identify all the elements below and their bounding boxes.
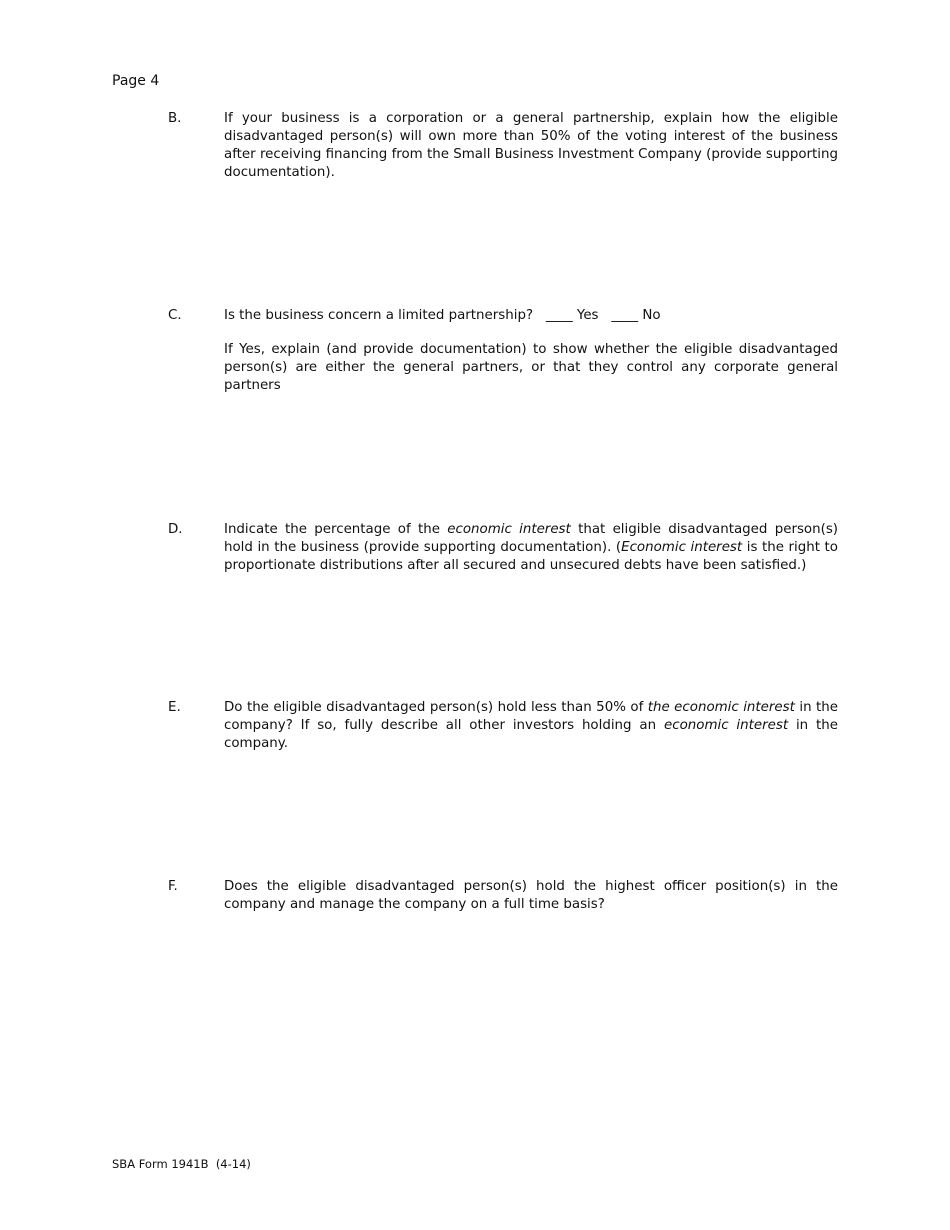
yes-label: Yes xyxy=(576,308,599,323)
question-b-text: If your business is a corporation or a general partnership, explain how the eligible disadvantaged person(s) will own more than 50% of the voting interest of the business after receiving financing from the Small Business Investment Company (provide supporting documentation). xyxy=(224,111,838,180)
question-e-letter: E. xyxy=(168,700,181,715)
question-d-letter: D. xyxy=(168,522,183,537)
question-c-followup: If Yes, explain (and provide documentation) to show whether the eligible disadvantaged person(s) are either the general partners, or that they control any corporate general partners xyxy=(224,342,838,393)
form-revision: (4-14) xyxy=(215,1157,251,1171)
question-f-letter: F. xyxy=(168,879,178,894)
economic-interest-term: economic interest xyxy=(447,522,571,537)
form-footer xyxy=(112,1157,251,1171)
no-label: No xyxy=(642,308,661,323)
question-e-text: Do the eligible disadvantaged person(s) hold less than 50% of the economic interest in the company? If so, fully describe all other investors holding an economic interest in the company. xyxy=(224,700,838,751)
question-b-letter: B. xyxy=(168,111,182,126)
question-b xyxy=(168,110,838,182)
yes-blank[interactable]: ____ xyxy=(545,308,573,323)
question-d-text: Indicate the percentage of the economic interest that eligible disadvantaged person(s) hold in the business (provide supporting documentation). (Economic interest is the right to proportionate distributions after all secured and unsecured debts have been satisfied.) xyxy=(224,522,839,573)
question-d xyxy=(168,521,838,575)
question-c xyxy=(168,307,838,395)
economic-interest-definition-term: Economic interest xyxy=(621,540,743,555)
question-c-text: Is the business concern a limited partnership? xyxy=(224,308,534,323)
form-label: SBA Form 1941B xyxy=(112,1157,209,1171)
question-e xyxy=(168,699,838,753)
question-f xyxy=(168,878,838,914)
question-f-text: Does the eligible disadvantaged person(s) hold the highest officer position(s) in the company and manage the company on a full time basis? xyxy=(224,879,838,912)
page-number: Page 4 xyxy=(112,73,160,89)
no-blank[interactable]: ____ xyxy=(611,308,639,323)
economic-interest-term: economic interest xyxy=(663,718,789,733)
question-c-letter: C. xyxy=(168,308,182,323)
economic-interest-term: the economic interest xyxy=(647,700,795,715)
question-c-prompt xyxy=(224,307,838,325)
